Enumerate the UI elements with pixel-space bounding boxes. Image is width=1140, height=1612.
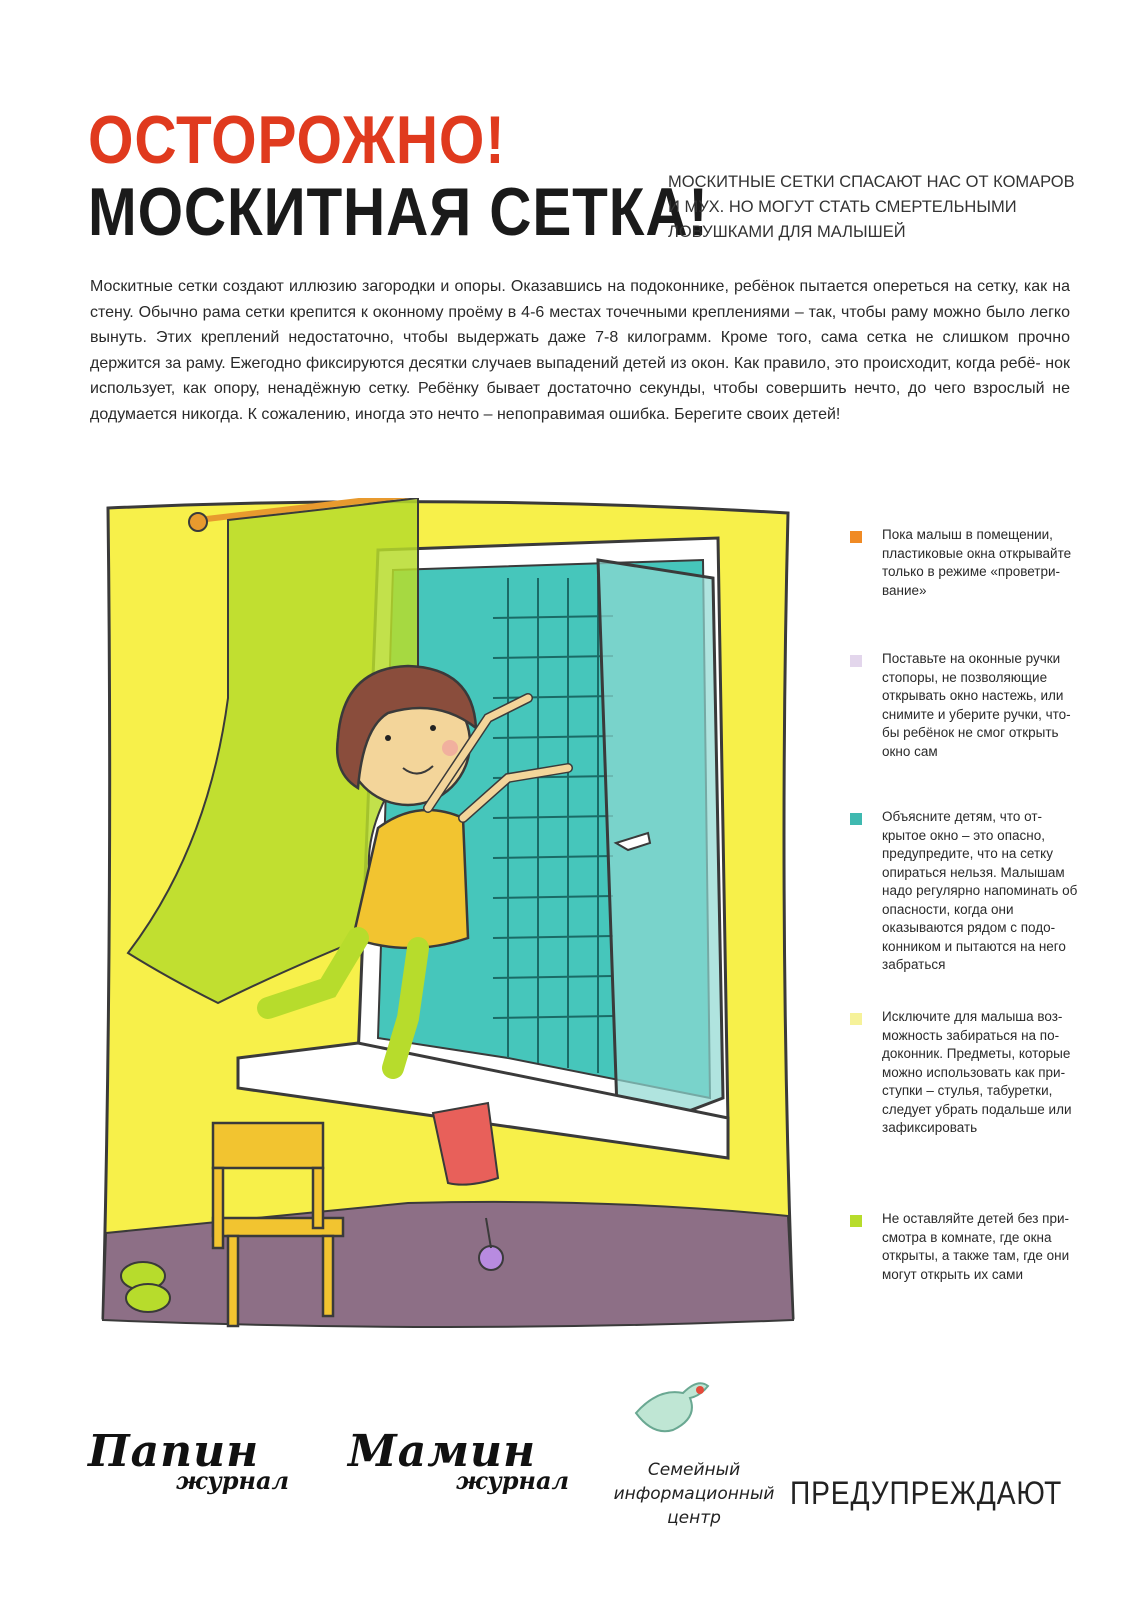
tip-text: Пока малыш в помещении, пластиковые окна открывайте только в режиме «проветри- вание» [882, 527, 1072, 598]
tip-text: Объясните детям, что от- крытое окно – это опасно, предупредите, что на сетку опираться нельзя. Малышам надо регулярно напоминать об опасности, когда они оказываются рядом с подо- конником и пытаются на него забраться [882, 809, 1078, 972]
warn-text: ПРЕДУПРЕЖДАЮТ [790, 1475, 1063, 1511]
family-info-center-logo: Семейный информационный центр [613, 1460, 775, 1528]
mamin-journal-logo [348, 1426, 570, 1495]
mamin-logo-main: Мамин [348, 1426, 537, 1477]
papin-journal-logo [88, 1426, 290, 1495]
tip-text: Исключите для малыша воз- можность забираться на по- доконник. Предметы, которые можно использовать как при- ступки – стулья, табуретки, следует убрать подальше или зафиксировать [882, 1009, 1072, 1135]
title-line-2: МОСКИТНАЯ СЕТКА! [88, 174, 709, 250]
tip-text: Поставьте на оконные ручки стопоры, не позволяющие открывать окно настежь, или снимите и уберите ручки, что- бы ребёнок не смог открыть окно сам [882, 651, 1071, 759]
illustration [88, 498, 803, 1333]
open-sash [598, 560, 723, 1138]
title-line-1: ОСТОРОЖНО! [88, 102, 506, 178]
tip-marker [850, 1215, 862, 1227]
mamin-logo-sub: журнал [456, 1466, 570, 1495]
tip-marker [850, 531, 862, 543]
papin-logo-sub: журнал [176, 1466, 290, 1495]
papin-logo-main: Папин [88, 1426, 260, 1477]
dove-icon [628, 1368, 718, 1448]
subtitle: МОСКИТНЫЕ СЕТКИ СПАСАЮТ НАС ОТ КОМАРОВ И МУХ. НО МОГУТ СТАТЬ СМЕРТЕЛЬНЫМИ ЛОВУШКАМИ ДЛЯ МАЛЫШЕЙ [668, 173, 1075, 241]
intro-paragraph: Москитные сетки создают иллюзию загородки и опоры. Оказавшись на подоконнике, ребёнок пытается опереться на сетку, как на стену. Обычно рама сетки крепится к оконному проёму в 4-6 местах точечными креплениями – так, чтобы раму можно было легко вынуть. Этих креплений недостаточно, чтобы выдержать даже 7-8 килограмм. Кроме того, сама сетка не слишком прочно держится за раму. Ежегодно фиксируются десятки случаев выпадений детей из окон. Как правило, это происходит, когда ребё- нок использует, как опору, ненадёжную сетку. Ребёнку бывает достаточно секунды, чтобы совершить нечто, до чего взрослый не додумается никогда. К сожалению, иногда это нечто – непоправимая ошибка. Берегите своих детей! [90, 278, 1070, 423]
tip-marker [850, 655, 862, 667]
tip-marker [850, 813, 862, 825]
slippers [121, 1262, 170, 1312]
tip-text: Не оставляйте детей без при- смотра в комнате, где окна открыты, а также там, где они могут открыть их сами [882, 1211, 1070, 1282]
tip-marker [850, 1013, 862, 1025]
